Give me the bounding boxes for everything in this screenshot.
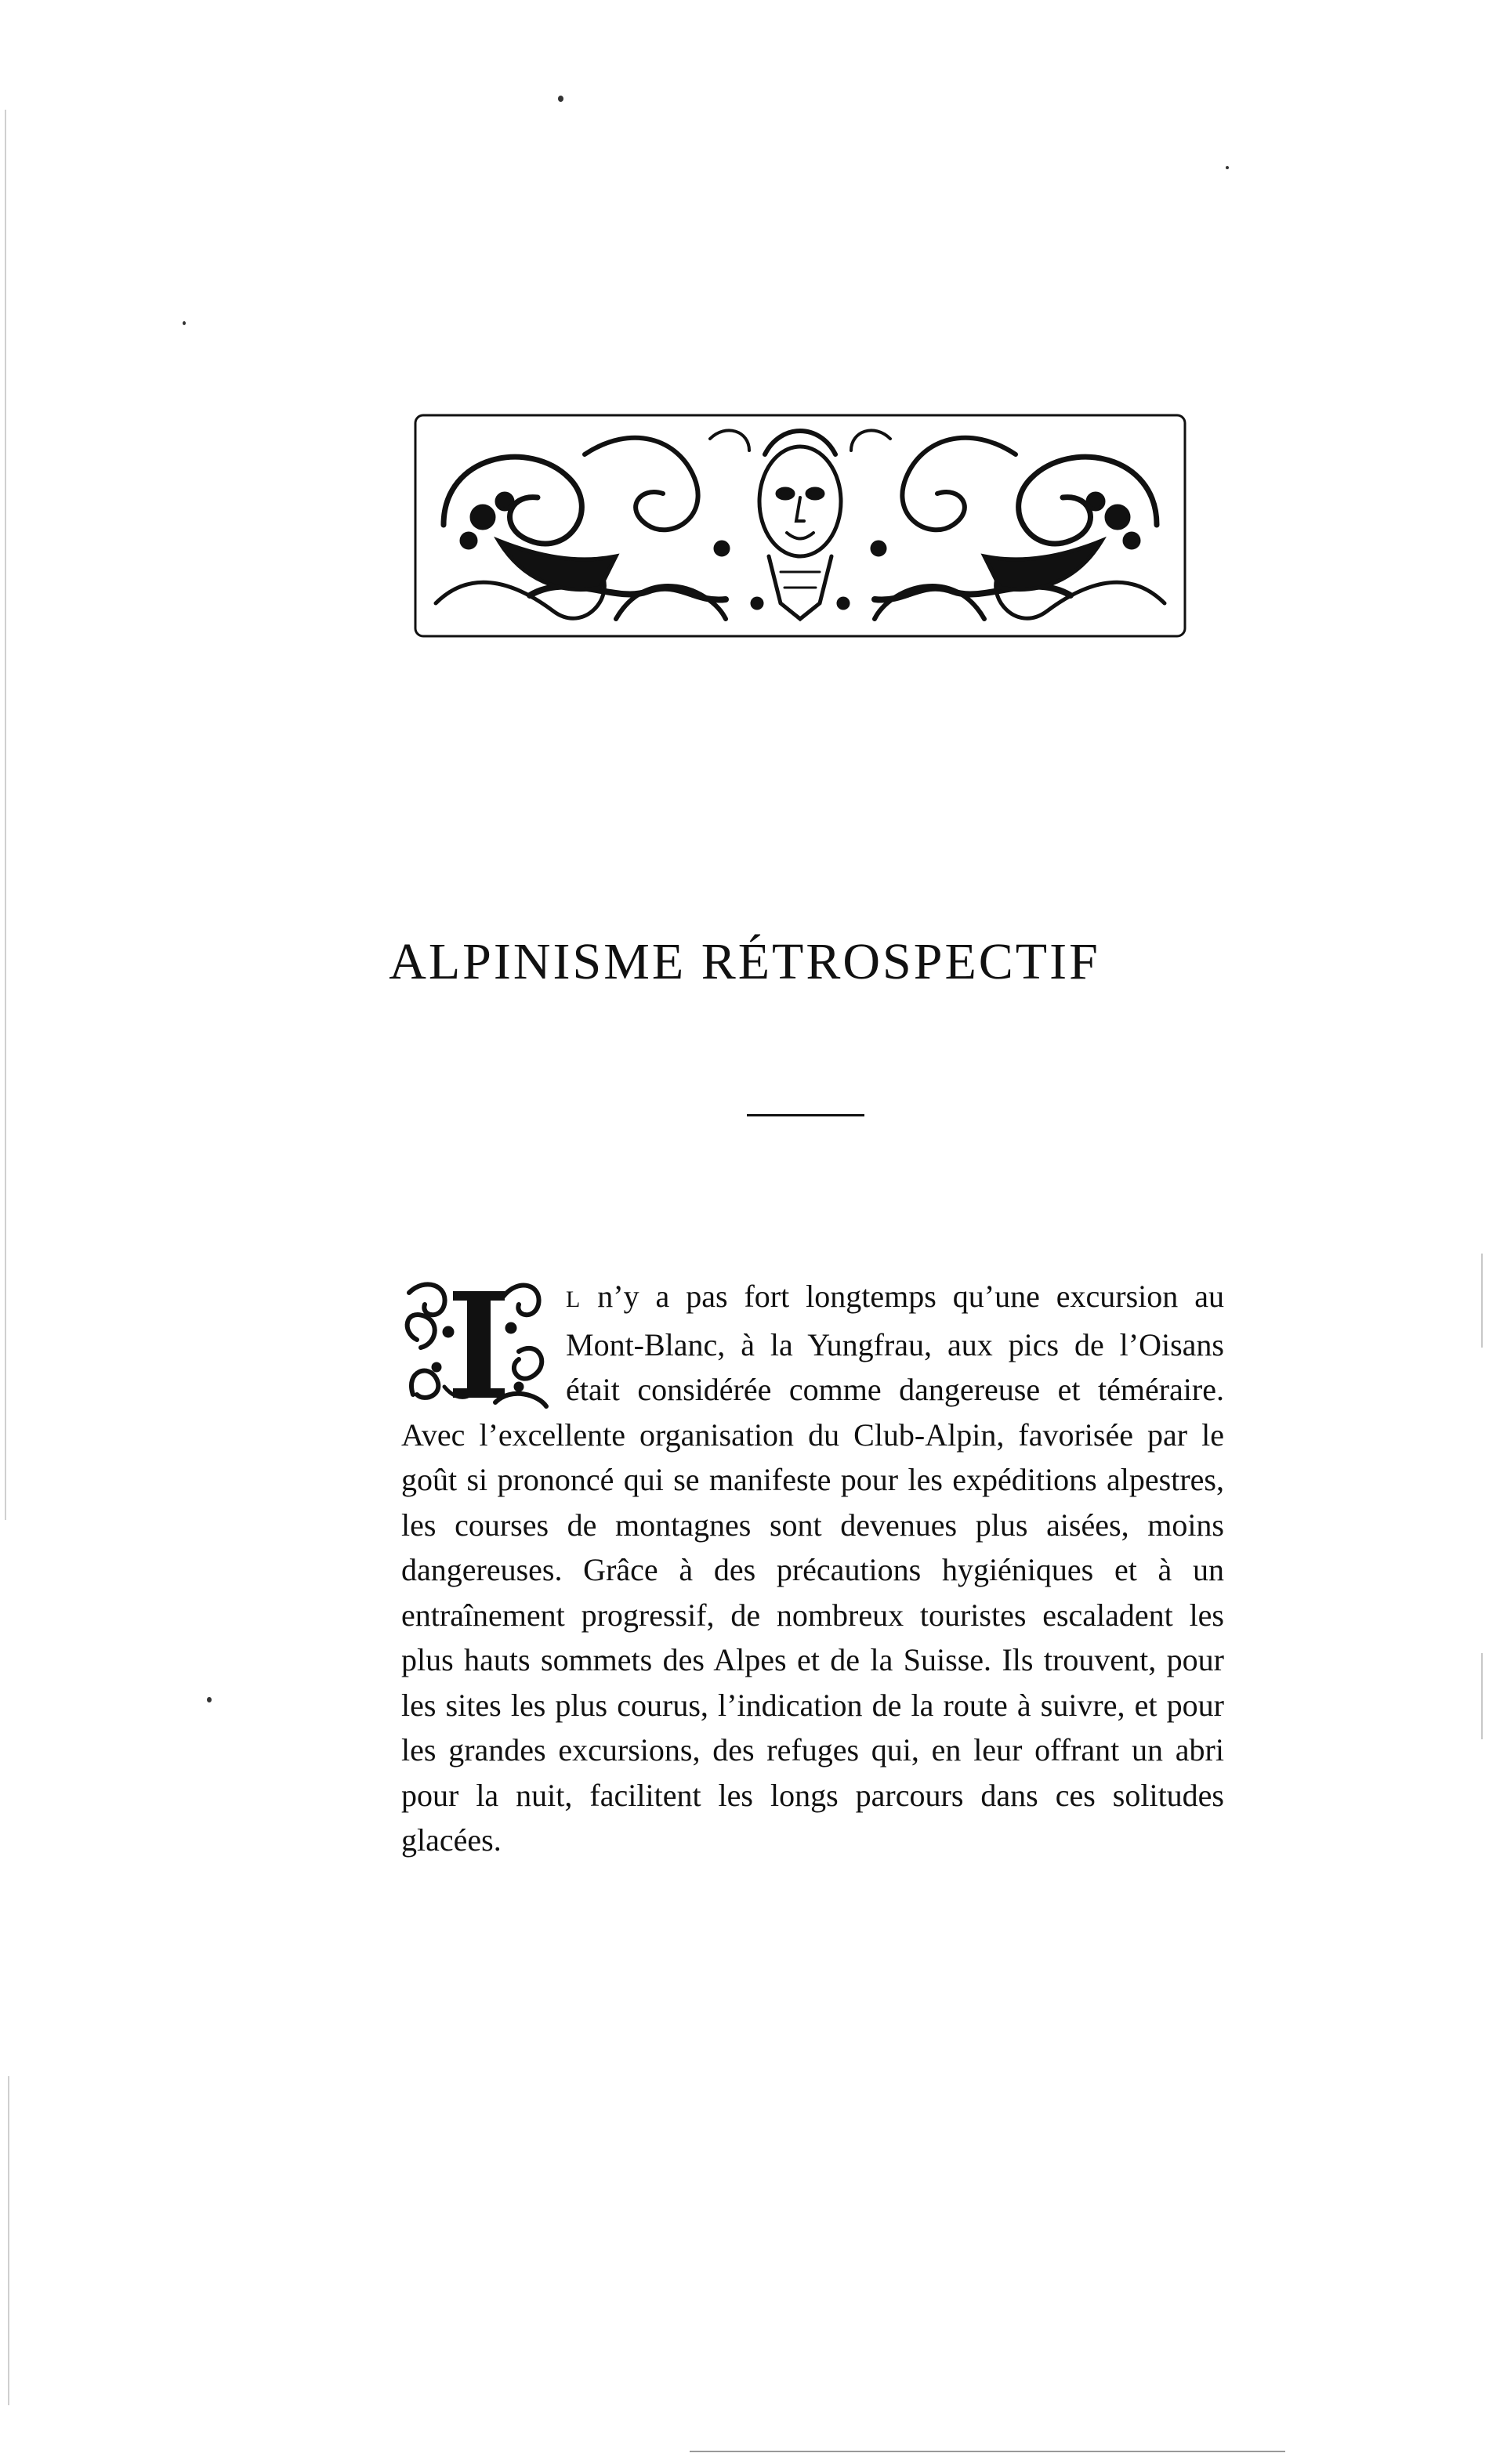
title-rule <box>747 1114 864 1116</box>
ink-speck <box>183 321 186 325</box>
ink-speck <box>1226 166 1229 169</box>
opening-smallcap: L <box>566 1286 581 1312</box>
dropcap-ornament <box>401 1277 555 1410</box>
page-edge-shadow <box>8 2076 9 2405</box>
page-edge-shadow <box>1481 1254 1483 1348</box>
page-edge-shadow <box>5 110 6 1520</box>
ink-speck <box>207 1697 212 1702</box>
bottom-edge-line <box>690 2451 1285 2452</box>
ornamental-headpiece <box>412 407 1188 642</box>
chapter-title: ALPINISME RÉTROSPECTIF <box>389 933 1100 990</box>
body-paragraph <box>401 1274 1224 1863</box>
paragraph-text: n’y a pas fort longtemps qu’une excursion au Mont-Blanc, à la Yungfrau, aux pics de l’Oisans était considérée comme dangereuse et téméraire. Avec l’excellente organisation du Club-Alpin, favorisée par le goût si prononcé qui se manifeste pour les expéditions alpestres, les courses de montagnes sont devenues plus aisées, moins dangereuses. Grâce à des précautions hygiéniques et à un entraînement progressif, de nombreux touristes escaladent les plus hauts sommets des Alpes et de la Suisse. Ils trouvent, pour les sites les plus courus, l’indication de la route à suivre, et pour les grandes excursions, des refuges qui, en leur offrant un abri pour la nuit, facilitent les longs parcours dans ces solitudes glacées. <box>401 1279 1224 1858</box>
page-edge-shadow <box>1481 1653 1483 1739</box>
ink-speck <box>558 96 563 102</box>
